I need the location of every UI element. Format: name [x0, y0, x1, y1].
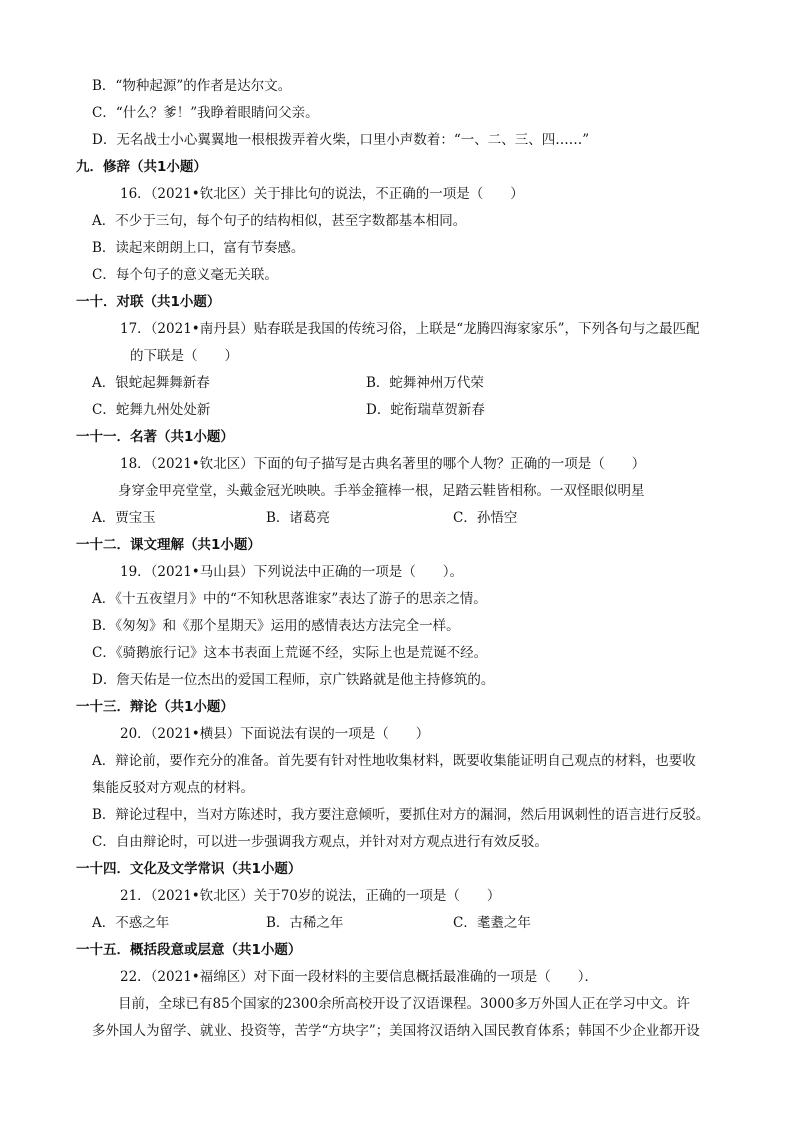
question-21-option-c: C．耄耋之年	[453, 915, 531, 931]
question-18-option-b: B．诸葛亮	[266, 510, 330, 526]
question-22-passage-line-2: 多外国人为留学、就业、投资等，苦学“方块字”；美国将汉语纳入国民教育体系；韩国不少企业都开设	[92, 1023, 700, 1039]
question-20-option-c: C．自由辩论时，可以进一步强调我方观点，并针对对方观点进行有效反驳。	[92, 834, 548, 850]
section-heading-14: 一十四．文化及文学常识（共1小题）	[76, 861, 302, 877]
question-19-option-a: A．《十五夜望月》中的“不知秋思落谁家”表达了游子的思亲之情。	[92, 591, 487, 607]
option-d-line: D．无名战士小心翼翼地一根根拨弄着火柴，口里小声数着：“一、二、三、四……”	[92, 132, 590, 148]
question-21-option-b: B．古稀之年	[266, 915, 344, 931]
option-b-line: B．“物种起源”的作者是达尔文。	[92, 78, 292, 94]
section-heading-10: 一十．对联（共1小题）	[76, 294, 221, 310]
question-20-option-a: A．辩论前，要作充分的准备。首先要有针对性地收集材料，既要收集能证明自己观点的材料，也要收	[92, 753, 696, 769]
question-19-stem: 19．（2021•马山县）下列说法中正确的一项是（ ）。	[120, 564, 463, 580]
question-17-option-d: D．蛇衔瑞草贺新春	[366, 402, 485, 418]
question-19-option-d: D．詹天佑是一位杰出的爱国工程师，京广铁路就是他主持修筑的。	[92, 672, 495, 688]
question-17-stem-cont: 的下联是（ ）	[130, 348, 238, 364]
question-18-option-c: C．孙悟空	[453, 510, 518, 526]
question-20-option-a-cont: 集能反驳对方观点的材料。	[92, 780, 254, 796]
section-heading-13: 一十三．辩论（共1小题）	[76, 699, 234, 715]
question-20-stem: 20．（2021•横县）下面说法有误的一项是（ ）	[120, 726, 430, 742]
section-heading-12: 一十二．课文理解（共1小题）	[76, 537, 261, 553]
question-17-option-c: C．蛇舞九州处处新	[92, 402, 211, 418]
question-21-stem: 21．（2021•钦北区）关于70岁的说法，正确的一项是（ ）	[120, 888, 501, 904]
question-19-option-c: C．《骑鹅旅行记》这本书表面上荒诞不经，实际上也是荒诞不经。	[92, 645, 488, 661]
question-22-stem: 22．（2021•福绵区）对下面一段材料的主要信息概括最准确的一项是（ ）．	[120, 969, 598, 985]
question-16-option-b: B．读起来朗朗上口，富有节奏感。	[92, 240, 305, 256]
section-heading-11: 一十一．名著（共1小题）	[76, 429, 234, 445]
question-16-option-c: C．每个句子的意义毫无关联。	[92, 267, 278, 283]
question-17-option-b: B．蛇舞神州万代荣	[366, 375, 484, 391]
question-18-passage: 身穿金甲亮堂堂，头戴金冠光映映。手举金箍棒一根，足踏云鞋皆相称。一双怪眼似明星	[118, 483, 645, 499]
question-17-stem: 17．（2021•南丹县）贴春联是我国的传统习俗，上联是“龙腾四海家家乐”，下列各句与之最匹配	[120, 321, 700, 337]
question-19-option-b: B．《匆匆》和《那个星期天》运用的感情表达方法完全一样。	[92, 618, 460, 634]
question-16-option-a: A．不少于三句，每个句子的结构相似，甚至字数都基本相同。	[92, 213, 467, 229]
question-18-option-a: A．贾宝玉	[92, 510, 156, 526]
option-c-line: C．“什么？爹！”我睁着眼睛问父亲。	[92, 105, 319, 121]
section-heading-15: 一十五．概括段意或层意（共1小题）	[76, 942, 302, 958]
question-18-stem: 18．（2021•钦北区）下面的句子描写是古典名著里的哪个人物？正确的一项是（ ）	[120, 456, 646, 472]
question-20-option-b: B．辩论过程中，当对方陈述时，我方要注意倾听，要抓住对方的漏洞，然后用讽刺性的语言进行反驳。	[92, 807, 710, 823]
section-heading-9: 九．修辞（共1小题）	[76, 159, 207, 175]
question-17-option-a: A．银蛇起舞舞新春	[92, 375, 210, 391]
question-21-option-a: A．不惑之年	[92, 915, 170, 931]
question-16-stem: 16．（2021•钦北区）关于排比句的说法，不正确的一项是（ ）	[120, 186, 524, 202]
question-22-passage-line-1: 目前，全球已有85个国家的2300余所高校开设了汉语课程。3000多万外国人正在学习中文。许	[118, 996, 690, 1012]
